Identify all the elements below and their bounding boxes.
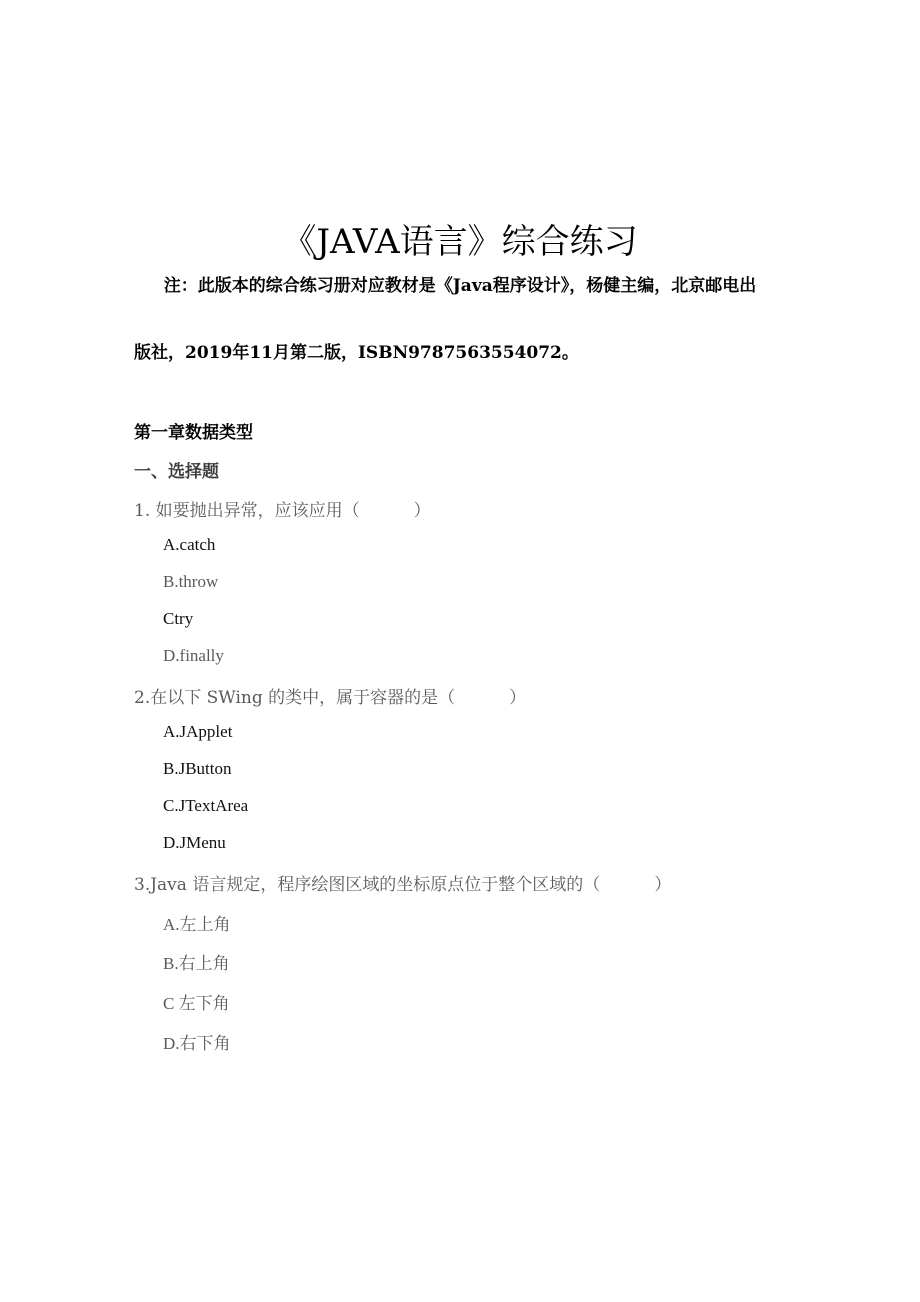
- note-line-1: 注：此版本的综合练习册对应教材是《Java程序设计》，杨健主编，北京邮电出: [163, 276, 757, 296]
- section-heading: 一、选择题: [134, 462, 219, 482]
- question-2: 2.在以下 SWing 的类中，属于容器的是（ ）: [134, 688, 527, 708]
- question-2-option-c: C.JTextArea: [163, 796, 249, 815]
- question-3-option-b: B.右上角: [163, 954, 230, 973]
- question-1-option-d: D.finally: [163, 646, 224, 665]
- question-2-option-d: D.JMenu: [163, 833, 226, 852]
- question-1-option-c: Ctry: [163, 609, 194, 628]
- question-1: 1. 如要抛出异常，应该应用（ ）: [134, 501, 431, 521]
- question-3-option-c: C 左下角: [163, 994, 230, 1013]
- question-3-option-d: D.右下角: [163, 1034, 231, 1053]
- question-1-option-b: B.throw: [163, 572, 219, 591]
- note-line-2: 版社，2019年11月第二版，ISBN9787563554072。: [134, 343, 579, 363]
- document-title: 《JAVA语言》综合练习: [282, 222, 638, 262]
- question-3-option-a: A.左上角: [163, 915, 231, 934]
- question-3: 3.Java 语言规定，程序绘图区域的坐标原点位于整个区域的（ ）: [134, 875, 672, 895]
- question-2-option-a: A.JApplet: [163, 722, 233, 741]
- question-2-option-b: B.JButton: [163, 759, 232, 778]
- chapter-heading: 第一章数据类型: [134, 423, 253, 443]
- question-1-option-a: A.catch: [163, 535, 216, 554]
